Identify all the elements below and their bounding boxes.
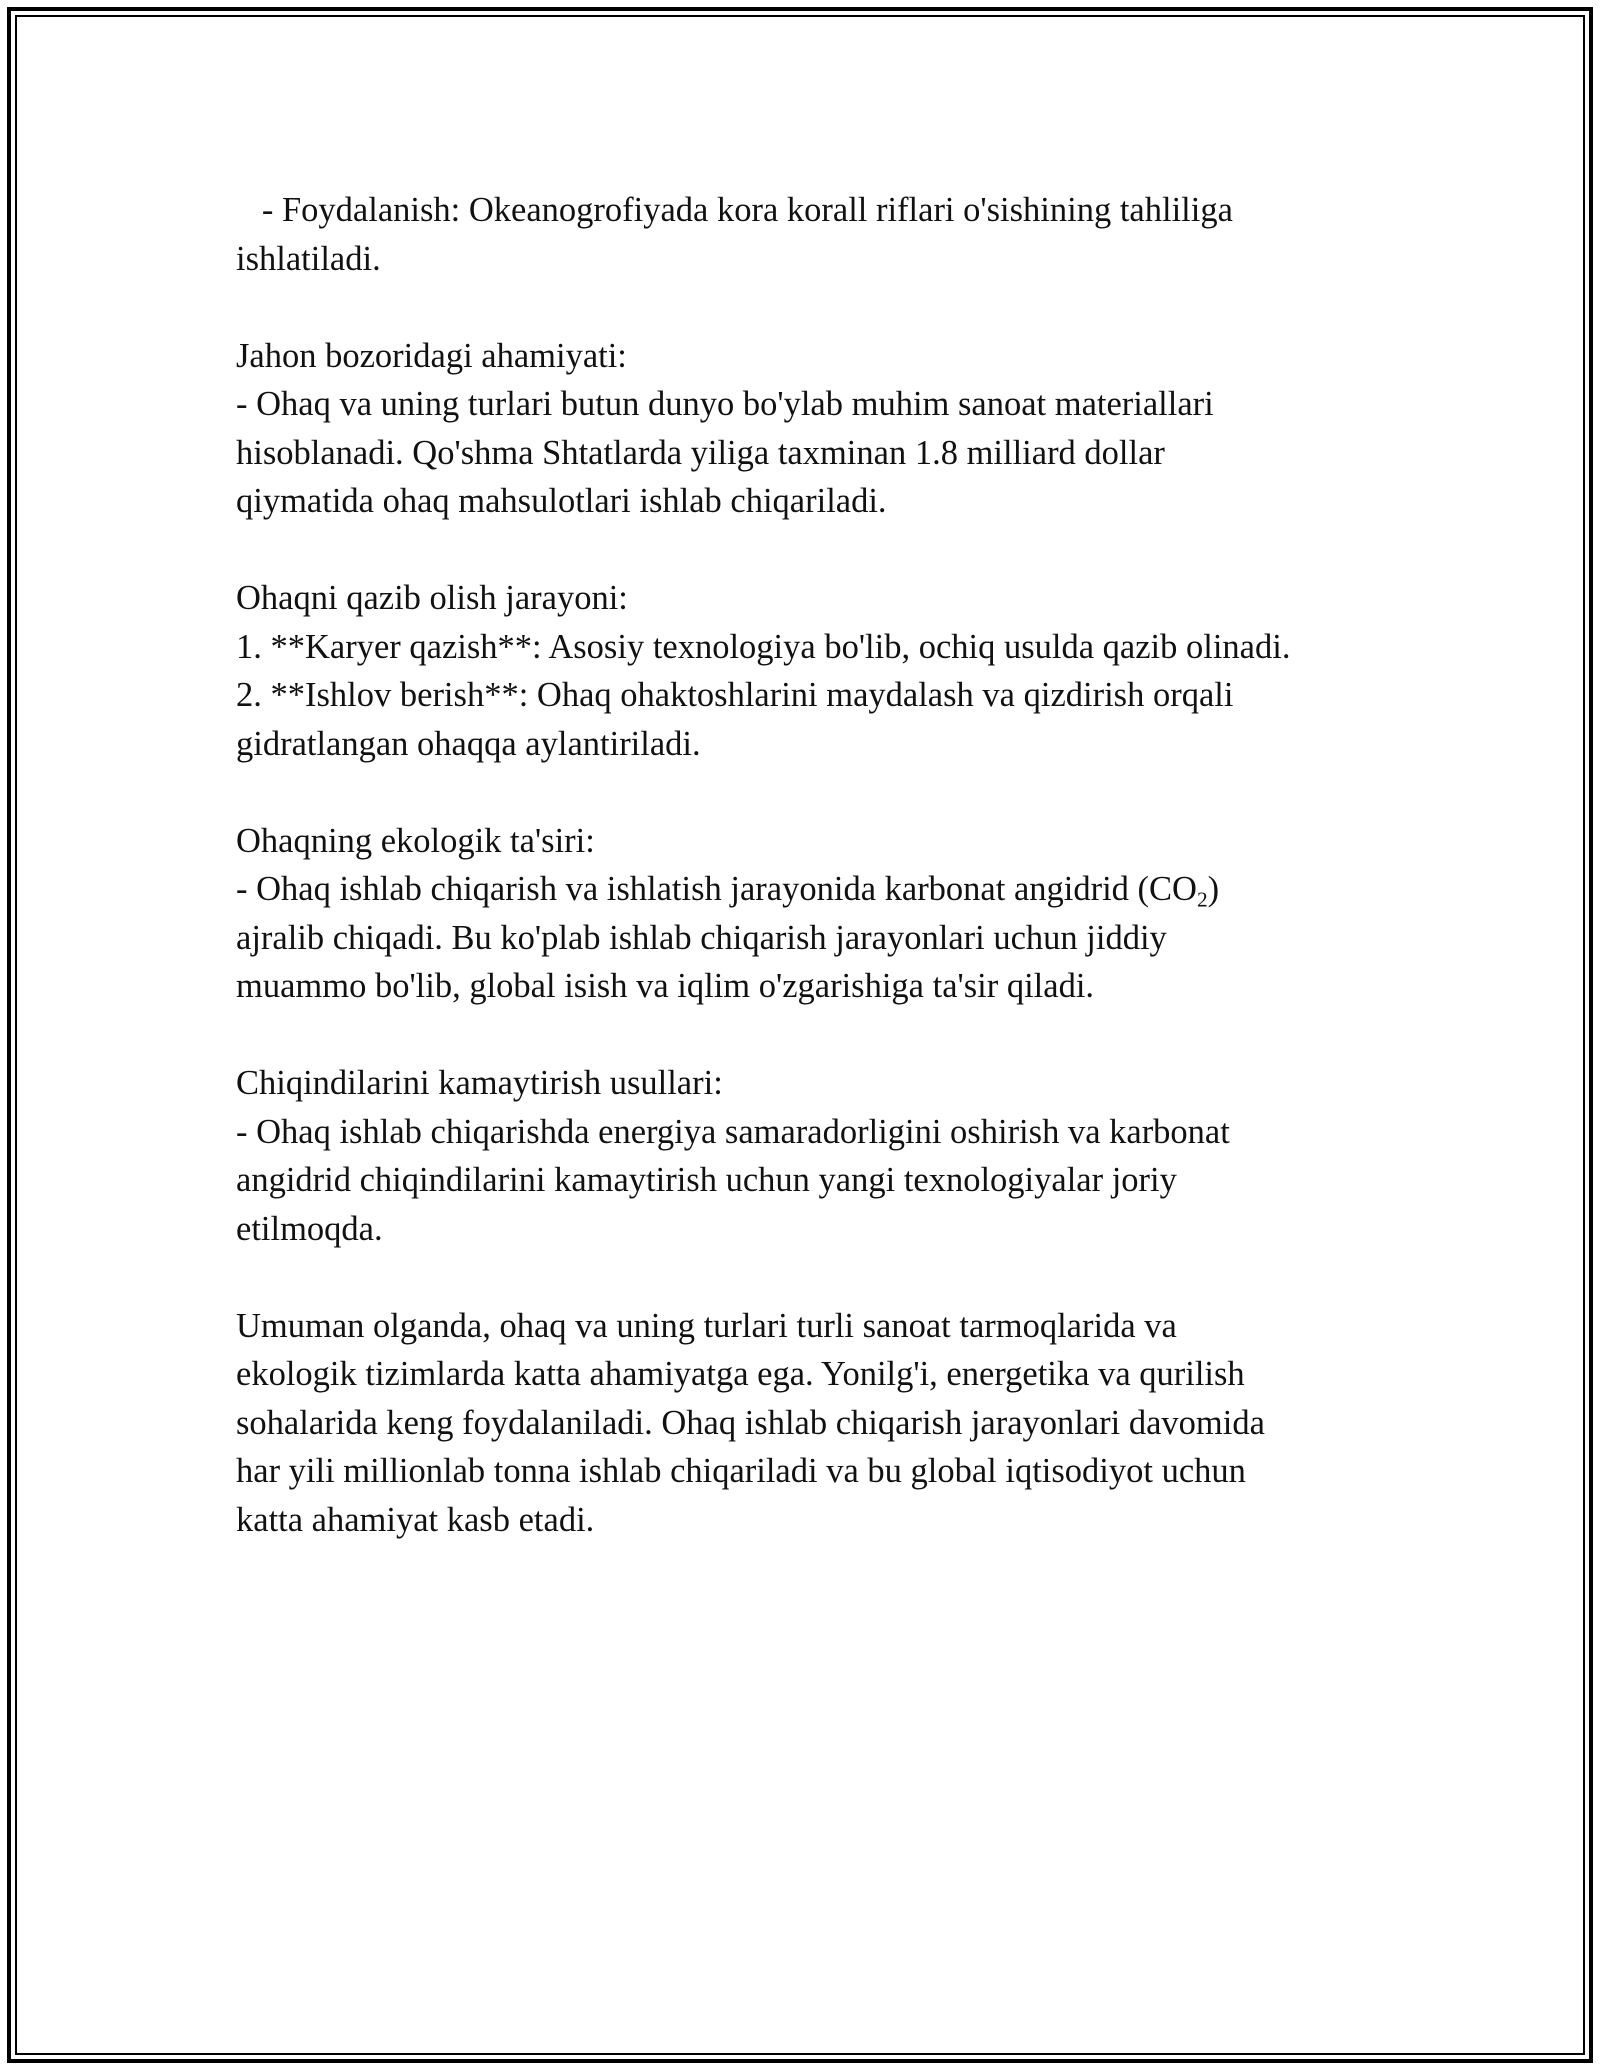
intro-paragraph — [236, 186, 1386, 283]
text-line: ekologik tizimlarda katta ahamiyatga ega. Yonilg'i, energetika va qurilish — [236, 1355, 1245, 1393]
text-line: angidrid chiqindilarini kamaytirish uchun yangi texnologiyalar joriy — [236, 1161, 1177, 1199]
ecology-section — [236, 817, 1386, 1011]
text-line: gidratlangan ohaqqa aylantiriladi. — [236, 724, 701, 763]
subscript-two: 2 — [1196, 887, 1208, 912]
text-fragment: ) — [1207, 870, 1220, 908]
text-line: katta ahamiyat kasb etadi. — [236, 1500, 595, 1539]
extraction-section — [236, 574, 1386, 768]
section-heading: Jahon bozoridagi ahamiyati: — [236, 336, 627, 375]
text-line — [236, 865, 1386, 914]
section-heading: Chiqindilarini kamaytirish usullari: — [236, 1064, 723, 1102]
text-line: ajralib chiqadi. Bu ko'plab ishlab chiqarish jarayonlari uchun jiddiy — [236, 918, 1167, 957]
section-heading: Ohaqni qazib olish jarayoni: — [236, 579, 628, 617]
market-section — [236, 332, 1386, 526]
text-line: etilmoqda. — [236, 1209, 383, 1248]
text-line: Umuman olganda, ohaq va uning turlari turli sanoat tarmoqlarida va — [236, 1306, 1177, 1345]
text-fragment: - Ohaq ishlab chiqarish va ishlatish jarayonida karbonat angidrid (CO — [236, 870, 1197, 908]
text-line: sohalarida keng foydalaniladi. Ohaq ishlab chiqarish jarayonlari davomida — [236, 1403, 1265, 1442]
document-body — [236, 186, 1386, 1544]
section-heading: Ohaqning ekologik ta'siri: — [236, 821, 595, 860]
text-line: ishlatiladi. — [236, 239, 381, 278]
text-line: har yili millionlab tonna ishlab chiqariladi va bu global iqtisodiyot uchun — [236, 1452, 1246, 1490]
text-line: muammo bo'lib, global isish va iqlim o'zgarishiga ta'sir qiladi. — [236, 967, 1095, 1005]
text-line: hisoblanadi. Qo'shma Shtatlarda yiliga taxminan 1.8 milliard dollar — [236, 433, 1165, 472]
reduction-section — [236, 1059, 1386, 1253]
text-line: qiymatida ohaq mahsulotlari ishlab chiqariladi. — [236, 482, 887, 520]
conclusion-paragraph — [236, 1302, 1386, 1545]
text-line: - Ohaq ishlab chiqarishda energiya samaradorligini oshirish va karbonat — [236, 1112, 1230, 1151]
list-item: 1. **Karyer qazish**: Asosiy texnologiya bo'lib, ochiq usulda qazib olinadi. — [236, 627, 1291, 666]
text-line: - Ohaq va uning turlari butun dunyo bo'ylab muhim sanoat materiallari — [236, 385, 1214, 423]
text-line: - Foydalanish: Okeanogrofiyada kora korall riflari o'sishining tahliliga — [236, 191, 1233, 229]
list-item: 2. **Ishlov berish**: Ohaq ohaktoshlarini maydalash va qizdirish orqali — [236, 676, 1234, 714]
